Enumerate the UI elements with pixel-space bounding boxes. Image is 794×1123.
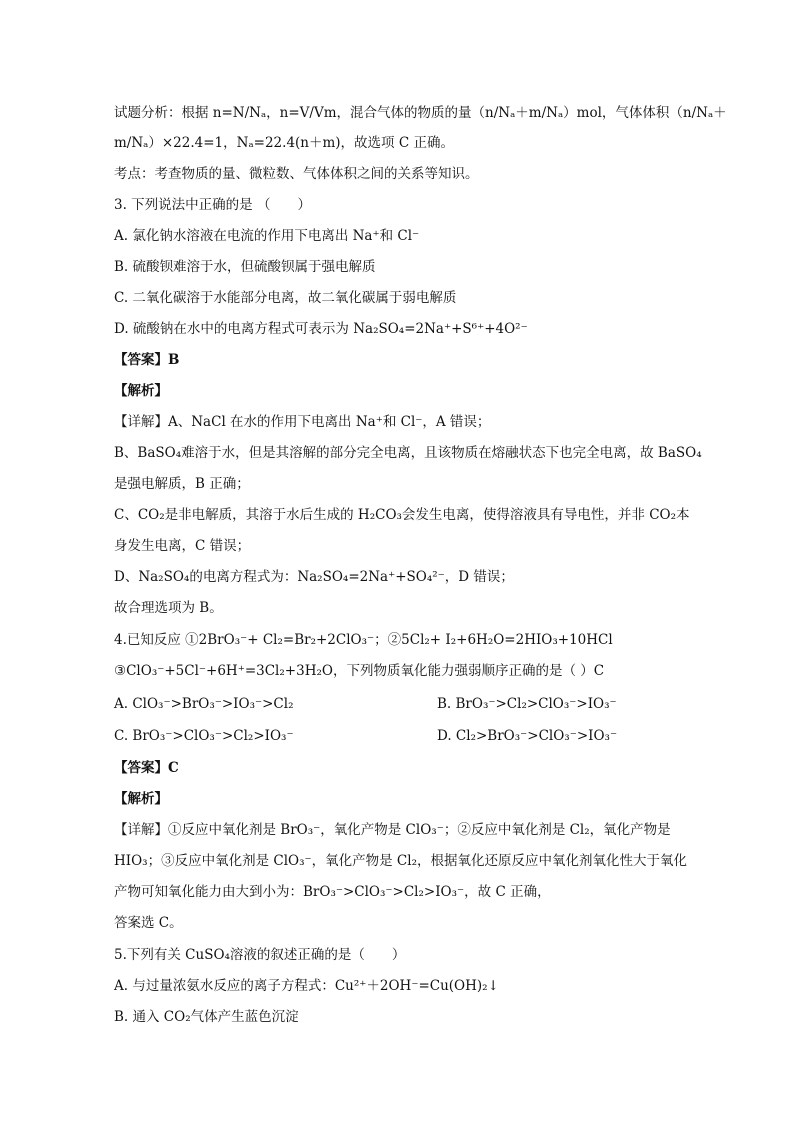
- question-4-stem-line: 4.已知反应 ①2BrO₃⁻+ Cl₂=Br₂+2ClO₃⁻；②5Cl₂+ I₂+6H₂O=2HIO₃+10HCl: [114, 632, 613, 648]
- question-5-stem: 5.下列有关 CuSO₄溶液的叙述正确的是（ ）: [114, 947, 406, 963]
- question-4-detail-line: HIO₃；③反应中氧化剂是 ClO₃⁻，氧化产物是 Cl₂，根据氧化还原反应中氧化剂氧化性大于氧化: [114, 853, 687, 869]
- question-4-option-c: C. BrO₃⁻>ClO₃⁻>Cl₂>IO₃⁻: [114, 728, 294, 744]
- question-3-option-b: B. 硫酸钡难溶于水，但硫酸钡属于强电解质: [114, 259, 376, 275]
- question-4-answer: 【答案】C: [114, 760, 179, 776]
- question-5-option-a: A. 与过量浓氨水反应的离子方程式：Cu²⁺＋2OH⁻=Cu(OH)₂↓: [114, 978, 499, 994]
- question-3-answer: 【答案】B: [114, 352, 180, 368]
- question-3-detail-line: 身发生电离，C 错误；: [114, 538, 251, 554]
- question-3-detail-line: B、BaSO₄难溶于水，但是其溶解的部分完全电离，且该物质在熔融状态下也完全电离，故 BaSO₄: [114, 445, 702, 461]
- question-4-detail-line: 产物可知氧化能力由大到小为：BrO₃⁻>ClO₃⁻>Cl₂>IO₃⁻，故 C 正确，: [114, 884, 551, 900]
- question-3-analysis-label: 【解析】: [114, 383, 168, 399]
- question-3-detail-line: C、CO₂是非电解质，其溶于水后生成的 H₂CO₃会发生电离，使得溶液具有导电性，并非 CO₂本: [114, 507, 690, 523]
- question-3-option-d: D. 硫酸钠在水中的电离方程式可表示为 Na₂SO₄=2Na⁺+S⁶⁺+4O²⁻: [114, 321, 528, 337]
- question-4-option-b: B. BrO₃⁻>Cl₂>ClO₃⁻>IO₃⁻: [437, 696, 617, 712]
- analysis-text-line: m/Nₐ）×22.4=1，Nₐ=22.4(n＋m)，故选项 C 正确。: [114, 135, 454, 151]
- analysis-text-line: 试题分析：根据 n=N/Nₐ，n=V/Vm，混合气体的物质的量（n/Nₐ＋m/Nₐ）mol，气体体积（n/Nₐ＋: [114, 105, 727, 121]
- question-4-conclusion: 答案选 C。: [114, 915, 183, 931]
- question-3-option-c: C. 二氧化碳溶于水能部分电离，故二氧化碳属于弱电解质: [114, 290, 457, 306]
- question-4-option-d: D. Cl₂>BrO₃⁻>ClO₃⁻>IO₃⁻: [437, 728, 618, 744]
- question-3-stem: 3. 下列说法中正确的是 （ ）: [114, 197, 311, 213]
- question-4-detail-line: 【详解】①反应中氧化剂是 BrO₃⁻，氧化产物是 ClO₃⁻；②反应中氧化剂是 Cl₂，氧化产物是: [114, 822, 671, 838]
- question-4-analysis-label: 【解析】: [114, 791, 168, 807]
- question-4-option-a: A. ClO₃⁻>BrO₃⁻>IO₃⁻>Cl₂: [114, 696, 294, 712]
- question-3-detail-line: 【详解】A、NaCl 在水的作用下电离出 Na⁺和 Cl⁻，A 错误；: [114, 414, 491, 430]
- question-3-option-a: A. 氯化钠水溶液在电流的作用下电离出 Na⁺和 Cl⁻: [114, 228, 420, 244]
- question-5-option-b: B. 通入 CO₂气体产生蓝色沉淀: [114, 1009, 299, 1025]
- question-3-detail-line: 是强电解质，B 正确；: [114, 476, 250, 492]
- question-3-conclusion: 故合理选项为 B。: [114, 600, 223, 616]
- question-4-stem-line: ③ClO₃⁻+5Cl⁻+6H⁺=3Cl₂+3H₂O，下列物质氧化能力强弱顺序正确的是（ ）C: [114, 663, 605, 679]
- key-point-text: 考点：考查物质的量、微粒数、气体体积之间的关系等知识。: [114, 166, 479, 182]
- question-3-detail-line: D、Na₂SO₄的电离方程式为：Na₂SO₄=2Na⁺+SO₄²⁻，D 错误；: [114, 569, 514, 585]
